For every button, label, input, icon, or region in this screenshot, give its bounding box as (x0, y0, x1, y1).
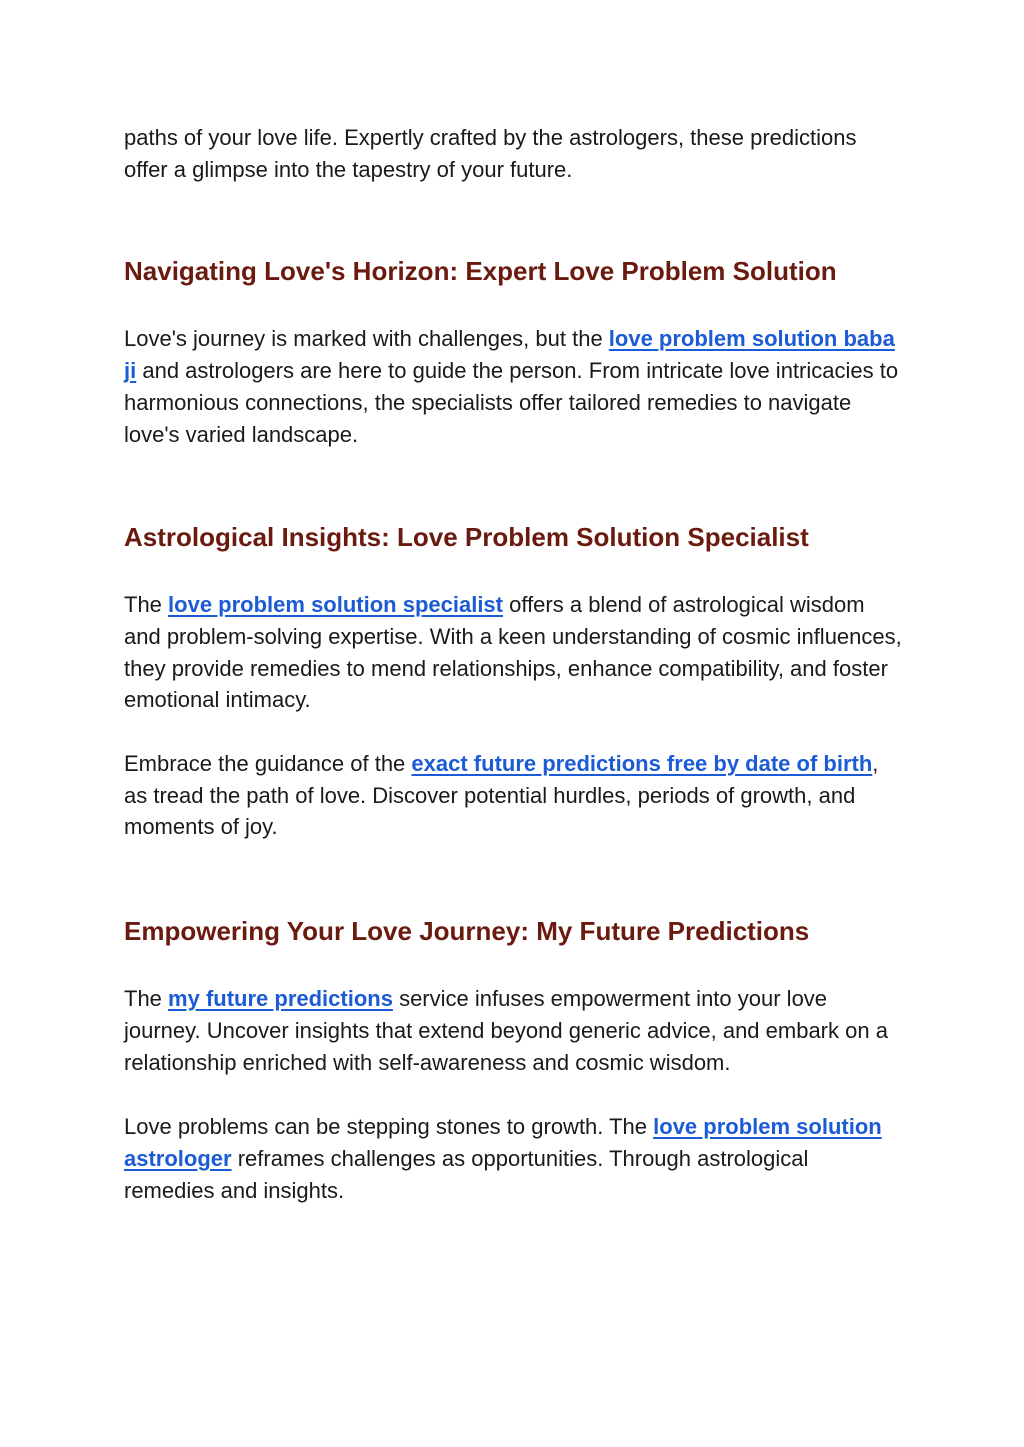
text-segment: , as tread the path of love. Discover potential hurdles, periods of growth, and moments of joy. (124, 751, 879, 840)
text-segment: service infuses empowerment into your love journey. Uncover insights that extend beyond generic advice, and embark on a relationship enriched with self-awareness and cosmic wisdom. (124, 986, 888, 1075)
section-heading-empowering-journey: Empowering Your Love Journey: My Future Predictions (124, 916, 810, 947)
love-horizon-paragraph (124, 323, 904, 450)
text-segment: Embrace the guidance of the (124, 751, 412, 777)
section-heading-love-horizon: Navigating Love's Horizon: Expert Love Problem Solution (124, 256, 837, 287)
text-segment: Love problems can be stepping stones to growth. The (124, 1114, 654, 1140)
text-segment: and astrologers are here to guide the person. From intricate love intricacies to harmonious connections, the specialists offer tailored remedies to navigate love's varied landscape. (124, 358, 899, 447)
section-heading-astrological-insights: Astrological Insights: Love Problem Solution Specialist (124, 522, 809, 553)
specialist-paragraph (124, 589, 904, 716)
intro-text: paths of your love life. Expertly crafted by the astrologers, these predictions offer a glimpse into the tapestry of your future. (124, 125, 857, 182)
astrologer-paragraph (124, 1111, 904, 1206)
future-predictions-paragraph (124, 748, 904, 843)
text-segment: reframes challenges as opportunities. Through astrological remedies and insights. (124, 1145, 809, 1203)
link-love-problem-solution-astrologer[interactable]: love problem solution astrologer (124, 1114, 882, 1171)
link-my-future-predictions[interactable]: my future predictions (168, 986, 393, 1012)
intro-paragraph (124, 122, 904, 185)
link-exact-future-predictions[interactable]: exact future predictions free by date of birth (411, 751, 873, 777)
link-love-problem-solution-baba-ji[interactable]: love problem solution baba ji (124, 326, 895, 384)
document-page (124, 122, 904, 1206)
text-segment: offers a blend of astrological wisdom and problem-solving expertise. With a keen understanding of cosmic influences, they provide remedies to mend relationships, enhance compatibility, and foster emotional intimacy. (124, 592, 902, 713)
text-segment: The (124, 592, 169, 618)
my-future-predictions-paragraph (124, 983, 904, 1078)
text-segment: Love's journey is marked with challenges, but the (124, 326, 609, 352)
text-segment: The (124, 986, 169, 1012)
link-love-problem-solution-specialist[interactable]: love problem solution specialist (168, 592, 503, 618)
